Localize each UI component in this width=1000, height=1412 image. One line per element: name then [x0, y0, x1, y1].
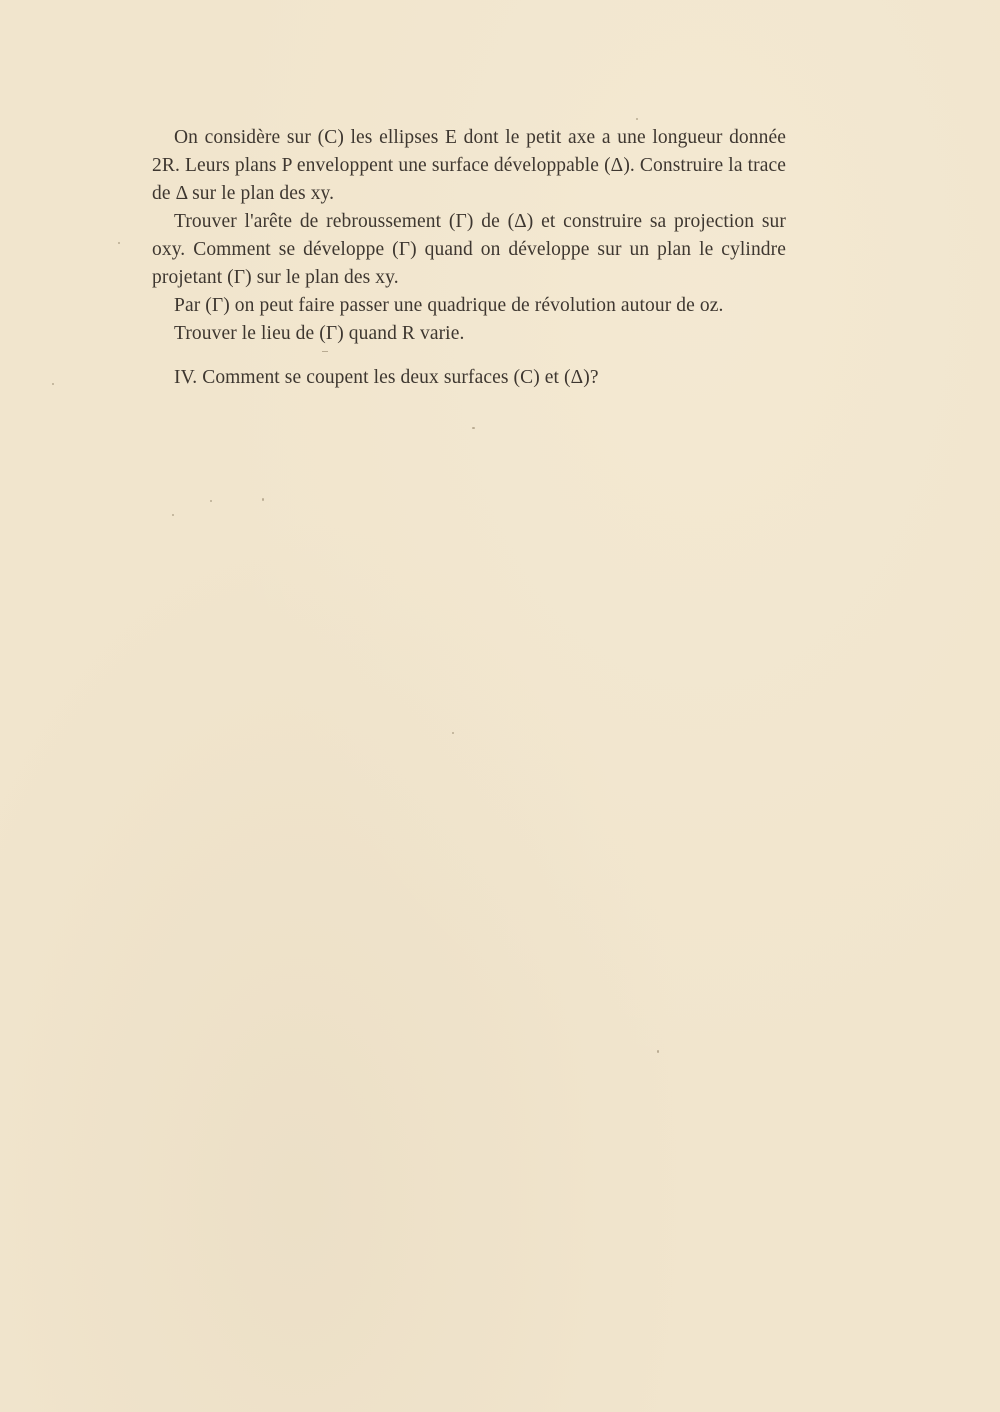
paper-speck [322, 351, 328, 352]
paragraph-quadrique: Par (Γ) on peut faire passer une quadrique de révolution autour de oz. [174, 295, 724, 316]
paper-speck [636, 118, 638, 120]
paper-speck [452, 732, 454, 734]
paragraph-arete: Trouver l'arête de rebroussement (Γ) de (Δ) et construire sa projection sur oxy. Comment se développe (Γ) quand on développe sur un plan le cylindre projetant (Γ) sur le plan des xy. [152, 211, 786, 288]
paper-speck [472, 427, 475, 429]
paper-speck [210, 500, 212, 502]
paper-speck [118, 242, 120, 244]
paper-speck [262, 498, 264, 501]
paragraph-lieu: Trouver le lieu de (Γ) quand R varie. [174, 323, 465, 344]
paper-speck [172, 514, 174, 516]
problem-text [152, 124, 786, 392]
paragraph-question-iv: IV. Comment se coupent les deux surfaces (C) et (Δ)? [174, 367, 599, 388]
paper-speck [52, 383, 54, 385]
paper-speck [657, 1050, 659, 1053]
paragraph-ellipses: On considère sur (C) les ellipses E dont le petit axe a une longueur donnée 2R. Leurs plans P enveloppent une surface développable (Δ). Construire la trace de Δ sur le plan des xy. [152, 127, 786, 204]
